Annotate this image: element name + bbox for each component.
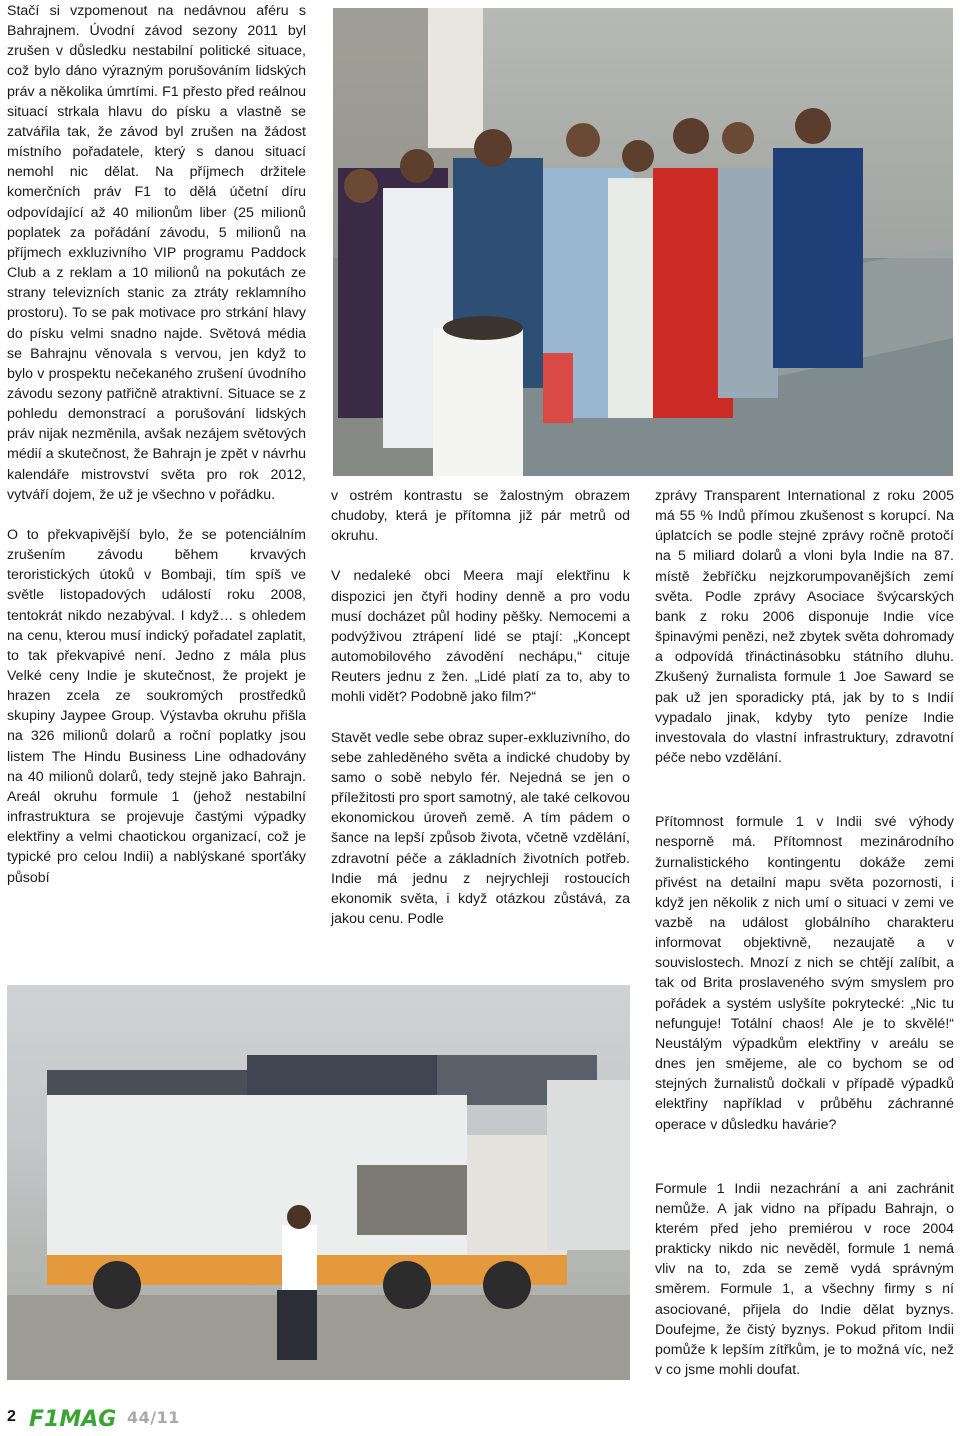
f1mag-logo — [29, 1405, 125, 1429]
paragraph: V nedaleké obci Meera mají elektřinu k dispozici jen čtyři hodiny denně a pro vodu musí docházet půl hodiny pěšky. Nemocemi a podvýživou ztrápení lidé se ptají: „Koncept automobilového závodění nechápu,“ cituje Reuters jednu z žen. „Lidé platí za to, aby to mohli vidět? Podobně jako film?“ — [331, 568, 630, 706]
paragraph: Formule 1 Indii nezachrání a ani zachránit nemůže. A jak vidno na případu Bahrajn, o kterém před jeho premiérou v roce 2004 prakticky nikdo nic nevěděl, formule 1 nemá vliv na to, zda se země vydá správným směrem. Formule 1, a všechny firmy s ní asociované, přijela do Indie dělat byznys. Doufejme, že čistý byznys. Pokud přitom Indii pomůže k lepším zítřkům, je to možná víc, než v co jsme mohli doufat. — [655, 1180, 954, 1379]
article-column-2 — [331, 486, 630, 929]
truck-photo — [7, 985, 630, 1380]
paragraph: Přítomnost formule 1 v Indii své výhody nesporně má. Přítomnost mezinárodního žurnalistického kontingentu dokáže zemi přivést na detailní mapu světa pozornosti, i když jen několik z nich umí o situaci v zemi ve vazbě na událost globálního charakteru informovat objektivně, nezaujatě a v souvislostech. Mnozí z nich se chtějí zalíbit, a tak od Brita proslaveného svým smyslem pro pořádek a systém uslyšíte pokrytecké: „Nic tu nefunguje! Totální chaos! Ale je to skvělé!“ Neustálým výpadkům elektřiny v areálu se dnes jen smějeme, ale co bychom se od stejných žurnalistů dočkali v případě výpadků elektřiny například v průběhu záchranné operace v důsledku havárie? — [655, 814, 954, 1133]
issue-number: 44/11 — [127, 1408, 180, 1427]
paragraph: Stavět vedle sebe obraz super-exkluzivního, do sebe zahleděného světa a indické chudoby by samo o sobě nebylo fér. Nejedná se jen o příležitosti pro sport samotný, ale také celkovou ekonomickou úroveň země. A tím pádem o šance na lepší způsob života, včetně vzdělání, zdravotní péče a základních životních potřeb. Indie má jednu z nejrychleji rostoucích ekonomik světa, i když otázkou zůstává, za jakou cenu. Podle — [331, 729, 630, 927]
paragraph: Stačí si vzpomenout na nedávnou aféru s Bahrajnem. Úvodní závod sezony 2011 byl zrušen v důsledku nestabilní politické situace, což bylo dáno výrazným porušováním lidských práv a několika úmrtími. F1 přesto před reálnou situací strkala hlavu do písku a vlastně se zatvářila tak, že závod byl zrušen na žádost místního pořadatele, který s danou situací nemohl nic dělat. Na příjmech držitele komerčních práv F1 to dělá účetní díru odpovídající až 40 milionům liber (25 milionů poplatek za pořádání závodu, 5 milionů na příjmech exkluzivního VIP programu Paddock Club a z reklam a 10 milionů na pokutách ze strany televizních stanic za ztráty reklamního prostoru). To se pak motivace pro strkání hlavy do písku velmi snadno najde. Světová média se Bahrajnu věnovala s vervou, jen když to bylo v prospektu nečekaného zrušení úvodního závodu sezony patřičně atraktivní. Situace se z pohledu demonstrací a porušování lidských práv nijak nezměnila, avšak nezájem světových médií a skutečnost, že Bahrajn je zpět v návrhu kalendáře mistrovství světa pro rok 2012, vytváří dojem, že už je všechno v pořádku. — [7, 3, 306, 503]
paragraph: O to překvapivější bylo, že se potenciálním zrušením závodu během krvavých teroristických útoků v Bombaji, tím spíš ve světle listopadových událostí roku 2008, tentokrát nikdo nezabýval. I když… s ohledem na cenu, kterou musí indický pořadatel zaplatit, to tak překvapivé není. Jedno z mála plus Velké ceny Indie je skutečnost, že projekt je hrazen zcela ze soukromých prostředků skupiny Jaypee Group. Výstavba okruhu přišla na 326 milionů dolarů a roční poplatky jsou listem The Hindu Business Line odhadovány na 40 milionů dolarů, tedy stejně jako Bahrajn. Areál okruhu formule 1 (jehož nestabilní infrastruktura se projevuje častými výpadky elektřiny a velmi chaotickou organizací, což je typické pro celou Indii) a nablýskané sporťáky působí — [7, 526, 306, 886]
logo-text: F1MAG — [29, 1407, 117, 1429]
article-column-1 — [7, 1, 306, 888]
article-column-3 — [655, 486, 954, 1380]
page-footer — [7, 1405, 307, 1431]
spectators-photo — [333, 8, 953, 476]
page-number: 2 — [7, 1408, 16, 1425]
paragraph: v ostrém kontrastu se žalostným obrazem chudoby, která je přítomna již pár metrů od okruhu. — [331, 488, 630, 545]
paragraph: zprávy Transparent International z roku 2005 má 55 % Indů přímou zkušenost s korupcí. Na úplatcích se podle stejné zprávy ročně protočí na 5 miliard dolarů a vloni byla Indie na 87. místě žebříčku nejzkorumpovanějších zemí světa. Podle zprávy Asociace švýcarských bank z roku 2006 disponuje Indie více špinavými penězi, než zbytek světa dohromady a odpovídá třináctinásobku státního dluhu. Zkušený žurnalista formule 1 Joe Saward se pak už jen sporadicky ptá, jak by to s Indií vypadalo jinak, kdyby tyto peníze Indie investovala do vlastní infrastruktury, zdravotní péče nebo vzdělání. — [655, 488, 954, 767]
